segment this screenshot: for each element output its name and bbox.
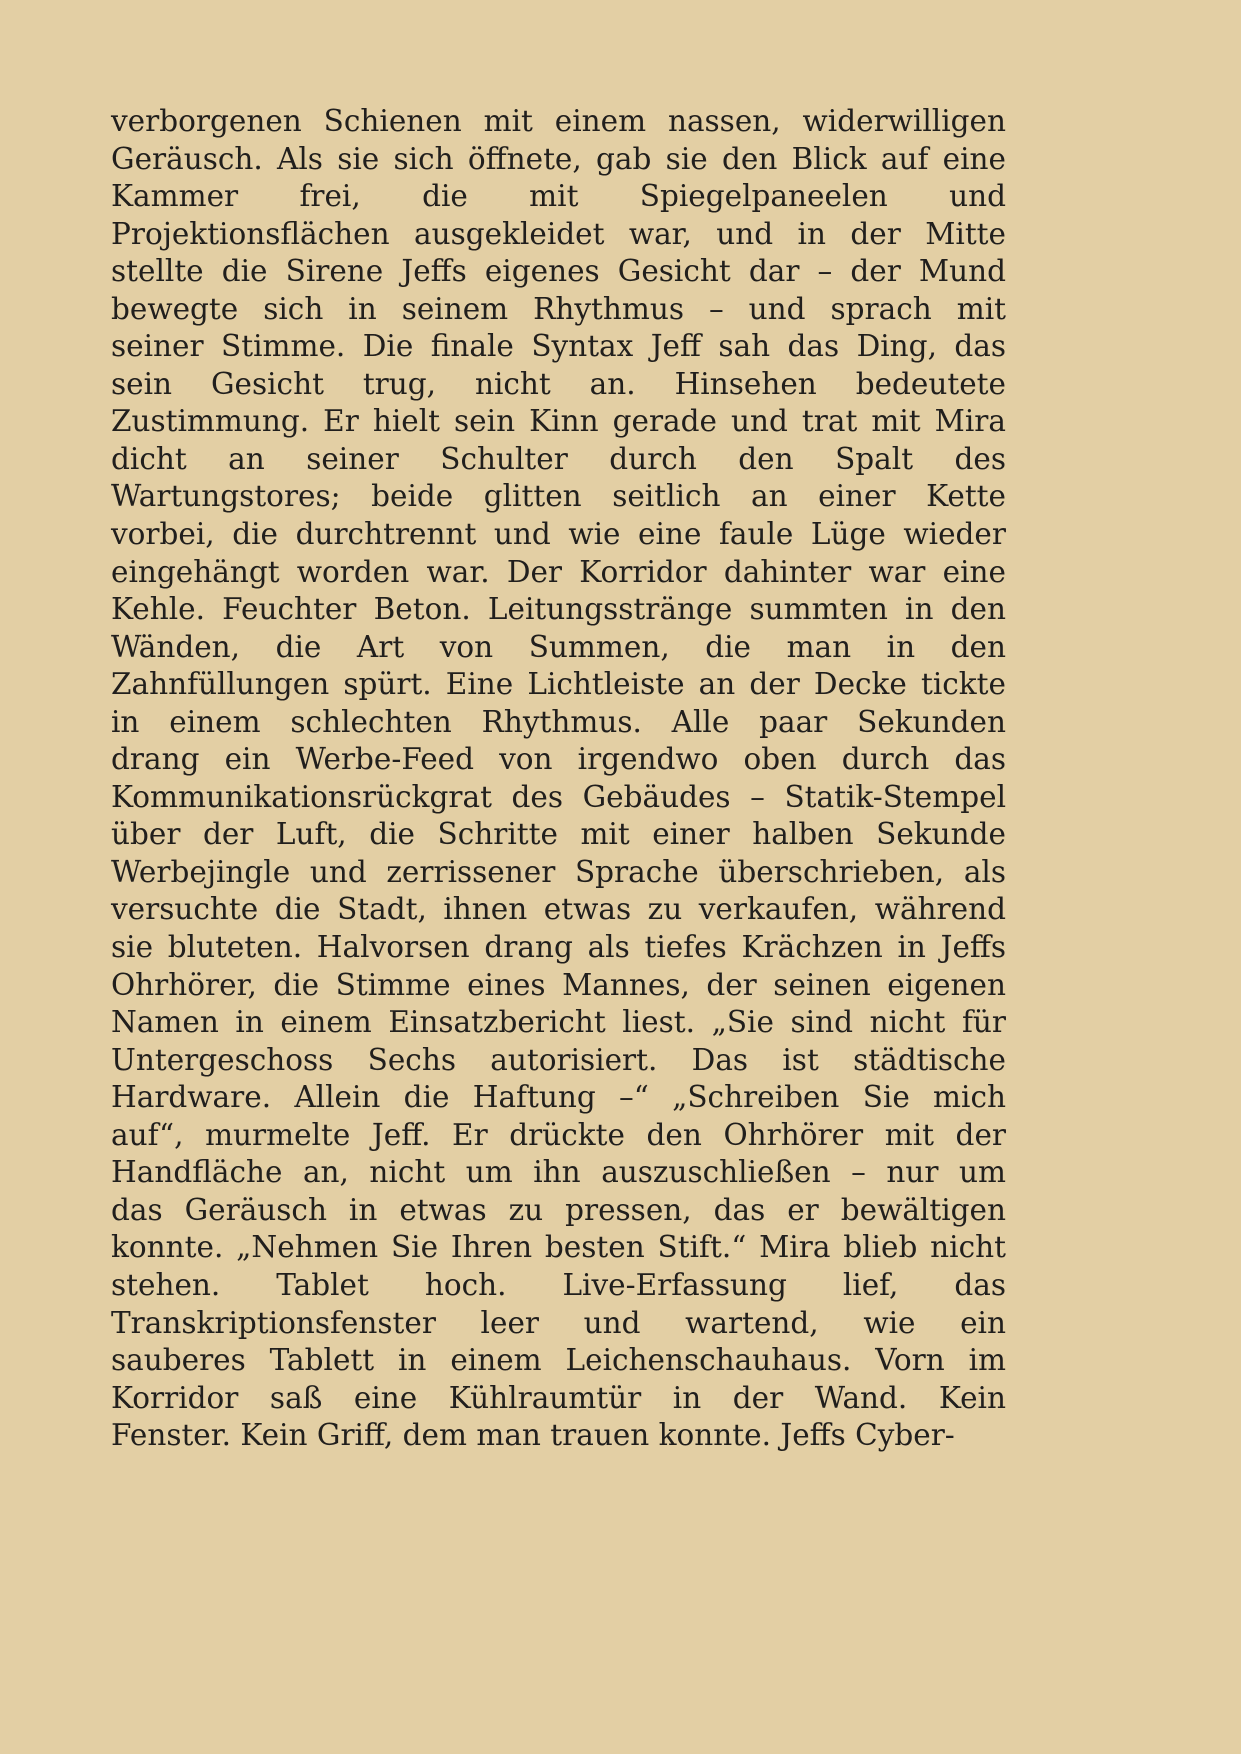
text-line-content: drang ein Werbe-Feed von irgendwo oben durch das	[111, 742, 1006, 777]
text-line	[111, 554, 1006, 592]
text-line	[111, 178, 1006, 216]
text-line-content: Werbejingle und zerrissener Sprache überschrieben, als	[111, 854, 1006, 889]
text-line-content: Transkriptionsfenster leer und wartend, wie ein	[111, 1305, 1006, 1340]
text-line-content: Geräusch. Als sie sich öffnete, gab sie den Blick auf eine	[111, 141, 1006, 176]
text-line	[111, 1417, 1006, 1455]
text-line-content: vorbei, die durchtrennt und wie eine faule Lüge wieder	[111, 517, 1006, 552]
text-line	[111, 1042, 1006, 1080]
text-line	[111, 779, 1006, 817]
text-line	[111, 216, 1006, 254]
text-line-content: das Geräusch in etwas zu pressen, das er bewältigen	[111, 1192, 1006, 1227]
text-line	[111, 1267, 1006, 1305]
text-line	[111, 516, 1006, 554]
text-line	[111, 1192, 1006, 1230]
text-line	[111, 629, 1006, 667]
text-line	[111, 478, 1006, 516]
text-line-content: Zustimmung. Er hielt sein Kinn gerade und trat mit Mira	[111, 404, 1006, 439]
text-line-content: stellte die Sirene Jeffs eigenes Gesicht dar – der Mund	[111, 254, 1006, 289]
text-line-content: Projektionsflächen ausgekleidet war, und in der Mitte	[111, 216, 1006, 251]
text-line-content: verborgenen Schienen mit einem nassen, widerwilligen	[111, 104, 1006, 138]
text-line-content: Kammer frei, die mit Spiegelpaneelen und	[111, 179, 1006, 214]
text-line-content: Fenster. Kein Griff, dem man trauen konnte. Jeffs Cyber-	[111, 1418, 955, 1453]
text-line	[111, 366, 1006, 404]
text-line-content: sein Gesicht trug, nicht an. Hinsehen bedeutete	[111, 366, 1006, 401]
text-line-content: Kehle. Feuchter Beton. Leitungsstränge summten in den	[111, 592, 1006, 627]
text-line	[111, 704, 1006, 742]
text-line	[111, 291, 1006, 329]
text-line-content: dicht an seiner Schulter durch den Spalt des	[111, 441, 1006, 476]
text-line-content: Untergeschoss Sechs autorisiert. Das ist städtische	[111, 1042, 1006, 1077]
text-line-content: bewegte sich in seinem Rhythmus – und sprach mit	[111, 291, 1006, 326]
text-line-content: Korridor saß eine Kühlraumtür in der Wand. Kein	[111, 1380, 1006, 1415]
text-line-content: Hardware. Allein die Haftung –“ „Schreiben Sie mich	[111, 1080, 1006, 1115]
text-line	[111, 816, 1006, 854]
text-line-content: Ohrhörer, die Stimme eines Mannes, der seinen eigenen	[111, 967, 1006, 1002]
text-line-content: Namen in einem Einsatzbericht liest. „Sie sind nicht für	[111, 1005, 1006, 1040]
text-line	[111, 1305, 1006, 1343]
text-line	[111, 328, 1006, 366]
body-text-column	[111, 103, 1006, 1455]
text-line	[111, 403, 1006, 441]
text-line	[111, 1380, 1006, 1418]
text-line	[111, 1004, 1006, 1042]
text-line	[111, 1154, 1006, 1192]
text-line-content: eingehängt worden war. Der Korridor dahinter war eine	[111, 554, 1006, 589]
text-line	[111, 141, 1006, 179]
text-line-content: konnte. „Nehmen Sie Ihren besten Stift.“ Mira blieb nicht	[111, 1230, 1006, 1265]
text-line	[111, 1117, 1006, 1155]
text-line-content: stehen. Tablet hoch. Live-Erfassung lief, das	[111, 1267, 1006, 1302]
text-line-content: Handfläche an, nicht um ihn auszuschließen – nur um	[111, 1155, 1006, 1190]
text-line	[111, 1342, 1006, 1380]
text-line	[111, 891, 1006, 929]
text-line-content: Wartungstores; beide glitten seitlich an einer Kette	[111, 479, 1006, 514]
text-line-content: seiner Stimme. Die finale Syntax Jeff sah das Ding, das	[111, 329, 1006, 364]
text-line-content: über der Luft, die Schritte mit einer halben Sekunde	[111, 817, 1006, 852]
text-line-content: in einem schlechten Rhythmus. Alle paar Sekunden	[111, 704, 1006, 739]
text-line	[111, 591, 1006, 629]
text-line-content: versuchte die Stadt, ihnen etwas zu verkaufen, während	[111, 892, 1006, 927]
text-line	[111, 854, 1006, 892]
text-line-content: Wänden, die Art von Summen, die man in den	[111, 629, 1006, 664]
text-line	[111, 1079, 1006, 1117]
text-line-content: Kommunikationsrückgrat des Gebäudes – Statik-Stempel	[111, 779, 1006, 814]
text-line	[111, 666, 1006, 704]
text-line-content: Zahnfüllungen spürt. Eine Lichtleiste an der Decke tickte	[111, 667, 1006, 702]
text-line-content: sauberes Tablett in einem Leichenschauhaus. Vorn im	[111, 1343, 1006, 1378]
text-line	[111, 741, 1006, 779]
text-line	[111, 253, 1006, 291]
text-line	[111, 1229, 1006, 1267]
text-line-content: sie bluteten. Halvorsen drang als tiefes Krächzen in Jeffs	[111, 930, 1006, 965]
text-line	[111, 929, 1006, 967]
text-line	[111, 967, 1006, 1005]
text-line	[111, 441, 1006, 479]
text-line-content: auf“, murmelte Jeff. Er drückte den Ohrhörer mit der	[111, 1117, 1006, 1152]
text-line	[111, 103, 1006, 141]
